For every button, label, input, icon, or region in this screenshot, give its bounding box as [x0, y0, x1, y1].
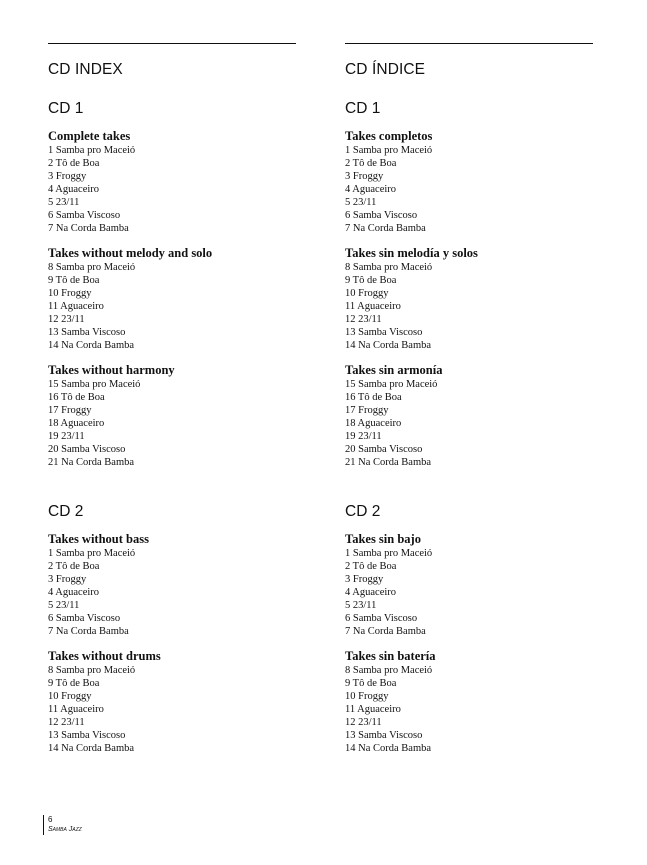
section-block: [48, 649, 296, 755]
track-item: 8 Samba pro Maceió: [345, 665, 433, 676]
track-item: 10 Froggy: [48, 691, 92, 702]
track-item: 15 Samba pro Maceió: [345, 379, 438, 390]
section-block: [345, 649, 593, 755]
cd1-title: CD 1: [48, 100, 84, 117]
section-block: [48, 246, 296, 352]
cd2-title: CD 2: [345, 503, 381, 520]
track-item: 6 Samba Viscoso: [48, 210, 121, 221]
track-item: 16 Tô de Boa: [48, 392, 105, 403]
track-item: 14 Na Corda Bamba: [345, 743, 432, 754]
section-heading: Takes without drums: [48, 649, 161, 663]
track-item: 9 Tô de Boa: [48, 678, 100, 689]
track-item: 8 Samba pro Maceió: [48, 665, 136, 676]
track-item: 13 Samba Viscoso: [345, 730, 423, 741]
track-item: 11 Aguaceiro: [48, 704, 104, 715]
track-item: 17 Froggy: [345, 405, 389, 416]
track-list: [345, 261, 593, 352]
track-item: 11 Aguaceiro: [345, 301, 401, 312]
track-item: 12 23/11: [48, 717, 85, 728]
track-item: 14 Na Corda Bamba: [48, 340, 135, 351]
track-list: [48, 378, 296, 469]
track-item: 17 Froggy: [48, 405, 92, 416]
track-item: 5 23/11: [48, 197, 80, 208]
track-item: 6 Samba Viscoso: [345, 613, 418, 624]
track-item: 18 Aguaceiro: [48, 418, 105, 429]
top-rule: [345, 43, 593, 44]
index-title: CD ÍNDICE: [345, 61, 426, 78]
track-list: [345, 378, 593, 469]
track-item: 11 Aguaceiro: [48, 301, 104, 312]
track-item: 3 Froggy: [345, 574, 384, 585]
top-rule: [48, 43, 296, 44]
track-item: 3 Froggy: [345, 171, 384, 182]
track-item: 7 Na Corda Bamba: [48, 626, 129, 637]
book-title: Samba Jazz: [48, 826, 82, 833]
track-list: [48, 547, 296, 638]
section-block: [345, 363, 593, 469]
track-item: 4 Aguaceiro: [345, 184, 397, 195]
track-list: [48, 261, 296, 352]
track-item: 21 Na Corda Bamba: [345, 457, 432, 468]
section-block: [48, 363, 296, 469]
page-number: 6: [48, 815, 53, 824]
track-item: 6 Samba Viscoso: [48, 613, 121, 624]
section-heading: Takes sin batería: [345, 649, 436, 663]
section-heading: Takes completos: [345, 129, 433, 143]
track-item: 14 Na Corda Bamba: [48, 743, 135, 754]
track-item: 5 23/11: [48, 600, 80, 611]
track-item: 3 Froggy: [48, 171, 87, 182]
track-item: 1 Samba pro Maceió: [48, 548, 136, 559]
section-heading: Complete takes: [48, 129, 131, 143]
track-item: 8 Samba pro Maceió: [48, 262, 136, 273]
section-block: [345, 246, 593, 352]
track-item: 4 Aguaceiro: [48, 587, 100, 598]
index-title: CD INDEX: [48, 61, 123, 78]
track-list: [345, 144, 593, 235]
track-list: [345, 547, 593, 638]
track-item: 16 Tô de Boa: [345, 392, 402, 403]
track-item: 19 23/11: [48, 431, 85, 442]
track-item: 12 23/11: [345, 314, 382, 325]
section-heading: Takes sin melodía y solos: [345, 246, 478, 260]
track-item: 5 23/11: [345, 197, 377, 208]
track-item: 6 Samba Viscoso: [345, 210, 418, 221]
track-item: 15 Samba pro Maceió: [48, 379, 141, 390]
track-item: 4 Aguaceiro: [48, 184, 100, 195]
track-item: 13 Samba Viscoso: [345, 327, 423, 338]
track-list: [345, 664, 593, 755]
track-item: 2 Tô de Boa: [48, 561, 100, 572]
track-item: 11 Aguaceiro: [345, 704, 401, 715]
cd2-title: CD 2: [48, 503, 84, 520]
track-item: 18 Aguaceiro: [345, 418, 402, 429]
track-item: 20 Samba Viscoso: [48, 444, 126, 455]
track-item: 4 Aguaceiro: [345, 587, 397, 598]
track-item: 7 Na Corda Bamba: [48, 223, 129, 234]
track-item: 12 23/11: [48, 314, 85, 325]
track-item: 1 Samba pro Maceió: [345, 548, 433, 559]
section-block: [345, 129, 593, 235]
section-heading: Takes without melody and solo: [48, 246, 213, 260]
section-heading: Takes without harmony: [48, 363, 175, 377]
cd1-title: CD 1: [345, 100, 381, 117]
page-footer: [43, 815, 82, 835]
section-block: [48, 532, 296, 638]
track-item: 7 Na Corda Bamba: [345, 626, 426, 637]
track-item: 20 Samba Viscoso: [345, 444, 423, 455]
track-item: 13 Samba Viscoso: [48, 327, 126, 338]
track-item: 5 23/11: [345, 600, 377, 611]
track-item: 9 Tô de Boa: [345, 678, 397, 689]
track-item: 2 Tô de Boa: [345, 158, 397, 169]
track-item: 7 Na Corda Bamba: [345, 223, 426, 234]
track-item: 2 Tô de Boa: [345, 561, 397, 572]
section-heading: Takes sin armonía: [345, 363, 443, 377]
track-list: [48, 144, 296, 235]
track-item: 2 Tô de Boa: [48, 158, 100, 169]
track-item: 13 Samba Viscoso: [48, 730, 126, 741]
section-heading: Takes sin bajo: [345, 532, 421, 546]
track-item: 12 23/11: [345, 717, 382, 728]
track-item: 19 23/11: [345, 431, 382, 442]
section-block: [345, 532, 593, 638]
track-item: 10 Froggy: [48, 288, 92, 299]
track-item: 14 Na Corda Bamba: [345, 340, 432, 351]
track-list: [48, 664, 296, 755]
track-item: 10 Froggy: [345, 691, 389, 702]
section-block: [48, 129, 296, 235]
track-item: 9 Tô de Boa: [48, 275, 100, 286]
track-item: 9 Tô de Boa: [345, 275, 397, 286]
track-item: 1 Samba pro Maceió: [48, 145, 136, 156]
track-item: 8 Samba pro Maceió: [345, 262, 433, 273]
track-item: 1 Samba pro Maceió: [345, 145, 433, 156]
track-item: 3 Froggy: [48, 574, 87, 585]
track-item: 10 Froggy: [345, 288, 389, 299]
section-heading: Takes without bass: [48, 532, 149, 546]
track-item: 21 Na Corda Bamba: [48, 457, 135, 468]
